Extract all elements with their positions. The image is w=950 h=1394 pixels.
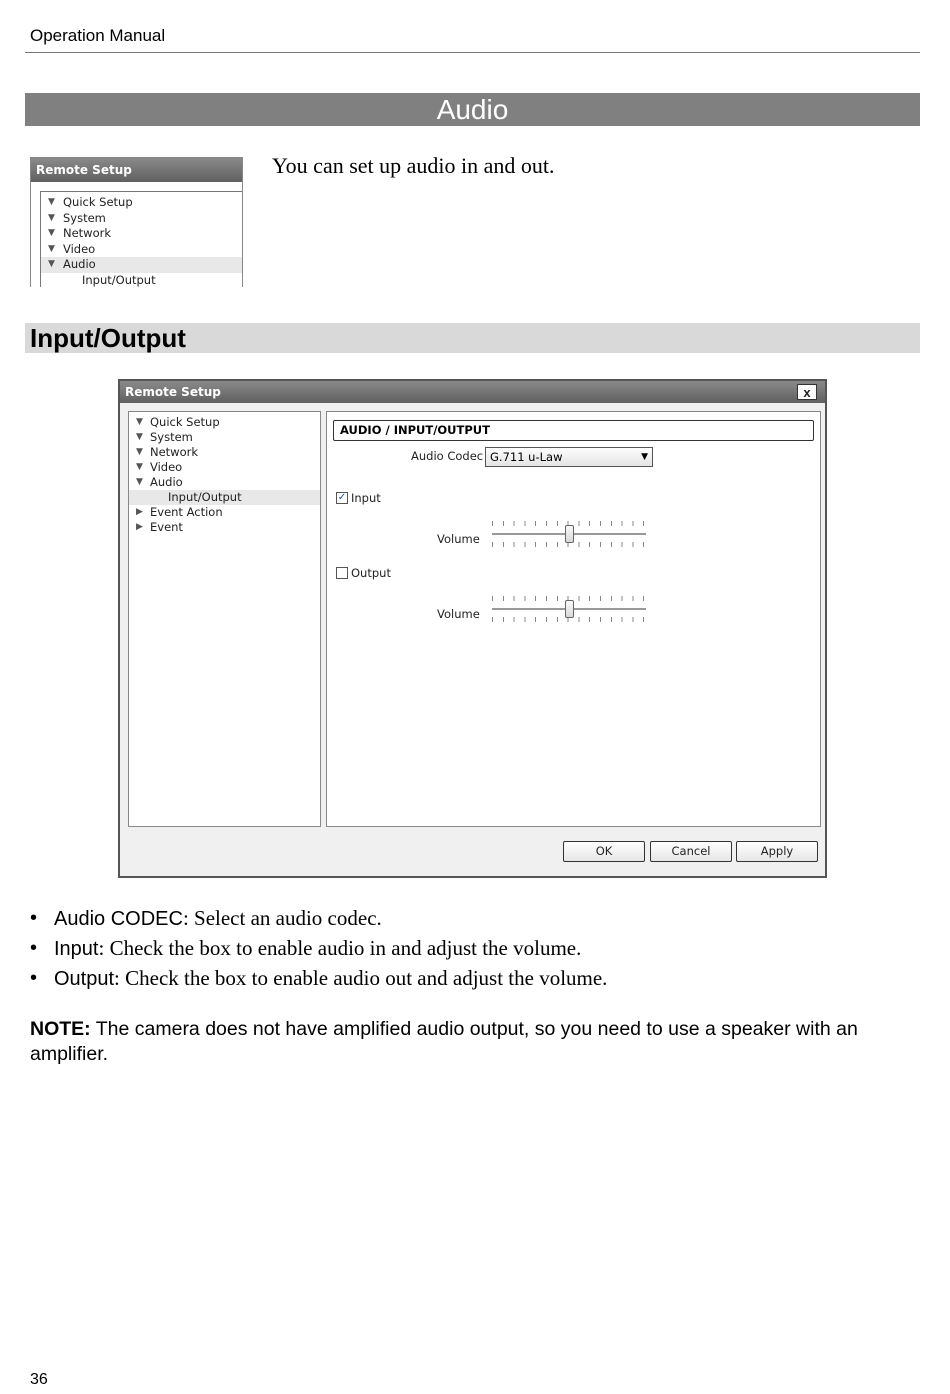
list-item: • Input: Check the box to enable audio in and adjust the volume. xyxy=(30,933,607,963)
mini-tree-item[interactable]: ▼ System xyxy=(48,210,106,225)
intro-text: You can set up audio in and out. xyxy=(272,153,555,178)
chevron-down-icon: ▼ xyxy=(641,452,648,462)
input-checkbox[interactable] xyxy=(336,492,348,504)
audio-codec-select[interactable]: G.711 u-Law ▼ xyxy=(485,447,653,467)
slider-thumb[interactable] xyxy=(565,600,574,618)
ok-button[interactable]: OK xyxy=(563,841,645,862)
output-volume-slider[interactable] xyxy=(492,596,646,622)
input-volume-slider[interactable] xyxy=(492,521,646,547)
triangle-down-icon: ▼ xyxy=(48,197,55,207)
note-text: The camera does not have amplified audio output, so you need to use a speaker with an amplifier. xyxy=(30,1018,858,1065)
triangle-down-icon: ▼ xyxy=(48,212,55,223)
triangle-down-icon: ▼ xyxy=(48,259,55,269)
bullet-icon: • xyxy=(30,907,38,929)
triangle-down-icon: ▼ xyxy=(136,417,143,427)
list-item: • Output: Check the box to enable audio out and adjust the volume. xyxy=(30,963,607,993)
list-item: • Audio CODEC: Select an audio codec. xyxy=(30,903,607,933)
cancel-button[interactable]: Cancel xyxy=(650,841,732,862)
apply-button[interactable]: Apply xyxy=(736,841,818,862)
mini-tree-item[interactable]: ▼ Quick Setup xyxy=(48,195,133,209)
tree-item-network[interactable]: ▼ Network xyxy=(136,445,199,459)
tree-item-event-action[interactable]: ▶ Event Action xyxy=(136,505,223,519)
triangle-down-icon: ▼ xyxy=(136,432,143,442)
tree-item-input-output[interactable]: Input/Output xyxy=(129,490,320,505)
output-label: Output xyxy=(351,566,391,580)
settings-tree xyxy=(128,411,321,827)
output-volume-label: Volume xyxy=(437,607,480,621)
triangle-right-icon: ▶ xyxy=(136,507,143,517)
tree-item-quick-setup[interactable]: ▼ Quick Setup xyxy=(136,415,220,429)
bullet-icon: • xyxy=(30,937,38,959)
tree-item-system[interactable]: ▼ System xyxy=(136,430,193,444)
mini-tree-item[interactable]: ▼ Video xyxy=(48,241,96,256)
mini-tree xyxy=(40,191,243,287)
triangle-down-icon: ▼ xyxy=(136,462,143,472)
tree-item-video[interactable]: ▼ Video xyxy=(136,460,183,474)
input-label: Input xyxy=(351,491,381,505)
bullet-icon: • xyxy=(30,967,38,989)
page-heading: Audio xyxy=(25,93,920,126)
tree-item-audio[interactable]: ▼ Audio xyxy=(136,475,183,489)
output-checkbox[interactable] xyxy=(336,567,348,579)
triangle-down-icon: ▼ xyxy=(136,447,143,457)
bullet-list xyxy=(30,903,607,993)
section-heading: Input/Output xyxy=(25,323,920,353)
mini-tree-item[interactable]: ▼ Network xyxy=(48,226,112,240)
panel-title: AUDIO / INPUT/OUTPUT xyxy=(333,420,814,441)
mini-tree-item[interactable]: ▼ Audio xyxy=(41,257,242,273)
settings-panel xyxy=(326,411,821,827)
note-paragraph xyxy=(30,1017,920,1067)
mini-window-title: Remote Setup xyxy=(31,158,242,182)
triangle-right-icon: ▶ xyxy=(136,522,143,532)
note-label: NOTE: xyxy=(30,1018,91,1040)
check-icon: ✓ xyxy=(337,492,347,503)
page-number: 36 xyxy=(30,1371,48,1388)
dialog-title: Remote Setup xyxy=(120,381,825,403)
slider-thumb[interactable] xyxy=(565,525,574,543)
close-icon[interactable]: x xyxy=(797,384,817,400)
input-volume-label: Volume xyxy=(437,532,480,546)
codec-label: Audio Codec xyxy=(411,449,484,463)
mini-tree-sub-item[interactable]: Input/Output xyxy=(82,272,156,287)
mini-remote-setup-window xyxy=(30,157,243,287)
header-title: Operation Manual xyxy=(30,26,166,45)
header-divider xyxy=(25,52,920,53)
triangle-down-icon: ▼ xyxy=(48,228,55,238)
triangle-down-icon: ▼ xyxy=(48,243,55,254)
tree-item-event[interactable]: ▶ Event xyxy=(136,520,183,534)
remote-setup-dialog xyxy=(118,379,827,878)
triangle-down-icon: ▼ xyxy=(136,477,143,487)
